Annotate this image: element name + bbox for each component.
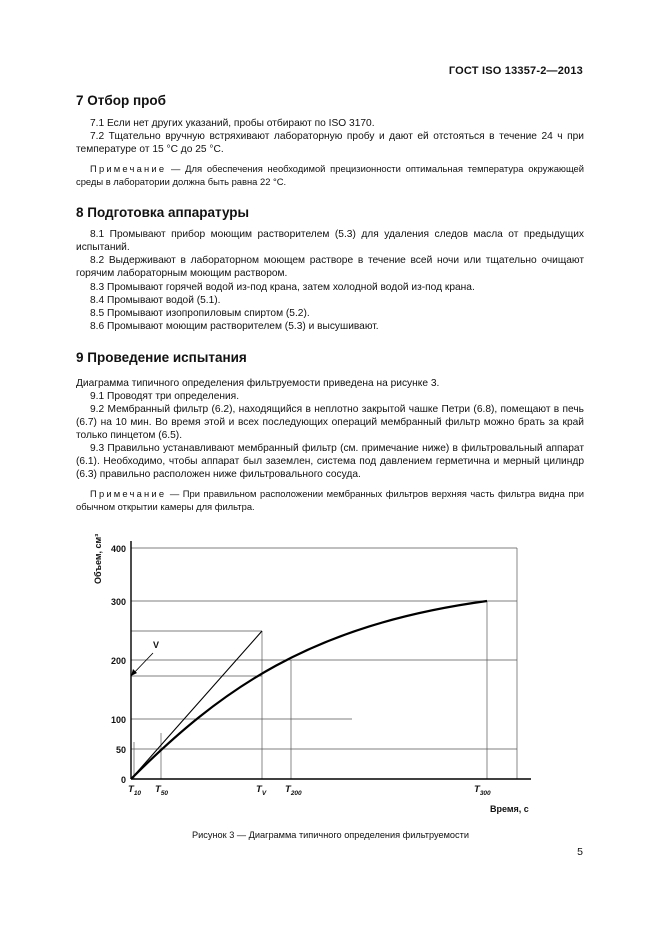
filtration-curve [131,601,487,779]
note-label: Примечание [90,163,167,174]
v-annotation: V [153,640,160,650]
page-number: 5 [577,846,583,858]
paragraph-7-2: 7.2 Тщательно вручную встряхивают лабораторную пробу и дают ей отстояться в течение 24 ч при температуре от 15 °C до 25 °C. [76,131,584,155]
marker-sub: 50 [160,790,169,797]
marker-base: T [285,784,291,795]
grid-lines [131,548,517,779]
y-tick-label: 300 [110,597,126,607]
note-text: — Для обеспечения необходимой прецизионности оптимальная температура окружающей среды в лаборатории должна быть равна 22 °C. [76,163,584,187]
section-7-title: 7 Отбор проб [76,93,166,108]
paragraph-8-5: 8.5 Промывают изопропиловым спиртом (5.2). [90,308,310,319]
marker-base: T [474,784,480,795]
x-marker-label [155,784,168,797]
marker-sub: 200 [290,790,302,797]
paragraph-8-6: 8.6 Промывают моющим растворителем (5.3) и высушивают. [90,321,379,332]
y-tick-labels [111,544,126,785]
note-label: Примечание [90,488,167,499]
section-8-title: 8 Подготовка аппаратуры [76,205,250,220]
x-marker-label [128,784,141,797]
marker-base: T [256,784,262,795]
paragraph-9-1: 9.1 Проводят три определения. [90,391,240,402]
y-tick-label: 100 [110,715,126,725]
y-axis-label: Объем, см³ [93,533,103,584]
paragraph-9-2: 9.2 Мембранный фильтр (6.2), находящийся в неплотно закрытой чашке Петри (6.8), помещают в печь (6.7) на 10 мин. Во время этой и всех последующих операций мембранный фильтр можно брать за край только пинцетом (6.5). [76,404,584,441]
note-text: — При правильном расположении мембранных фильтров верхняя часть фильтра видна при обычном открытии камеры для фильтра. [76,488,584,512]
figure-caption: Рисунок 3 — Диаграмма типичного определения фильтруемости [192,830,469,840]
paragraph-9-3: 9.3 Правильно устанавливают мембранный фильтр (см. примечание ниже) в фильтровальный аппарат (6.1). Необходимо, чтобы аппарат был заземлен, система под давлением герметична и мерный цилиндр (6.3) правильно расположен ниже фильтровального сосуда. [76,443,584,480]
marker-sub: 10 [133,790,142,797]
paragraph-8-3: 8.3 Промывают горячей водой из-под крана, затем холодной водой из-под крана. [90,282,475,293]
y-tick-label: 0 [120,775,126,785]
y-tick-label: 200 [110,656,126,666]
x-marker-label [474,784,491,797]
x-marker-labels [128,784,491,797]
x-marker-label [256,784,267,797]
section-9-title: 9 Проведение испытания [76,350,247,365]
document-header: ГОСТ ISO 13357-2—2013 [448,65,583,77]
tangent-line [131,631,262,779]
marker-base: T [128,784,134,795]
marker-base: T [155,784,161,795]
paragraph-9-intro: Диаграмма типичного определения фильтруемости приведена на рисунке 3. [76,378,440,389]
paragraph-8-4: 8.4 Промывают водой (5.1). [90,295,221,306]
x-marker-label [285,784,302,797]
x-axis-label: Время, с [490,804,529,814]
paragraph-8-1: 8.1 Промывают прибор моющим растворителем (5.3) для удаления следов масла от предыдущих испытаний. [76,229,584,253]
y-tick-label: 400 [110,544,126,554]
paragraph-8-2: 8.2 Выдерживают в лабораторном моющем растворе в течение всей ночи или тщательно очищают горячим лабораторным моющим раствором. [76,255,584,279]
marker-sub: V [261,790,267,797]
marker-sub: 300 [479,790,491,797]
paragraph-7-1: 7.1 Если нет других указаний, пробы отбирают по ISO 3170. [90,118,375,129]
y-tick-label: 50 [115,745,126,755]
